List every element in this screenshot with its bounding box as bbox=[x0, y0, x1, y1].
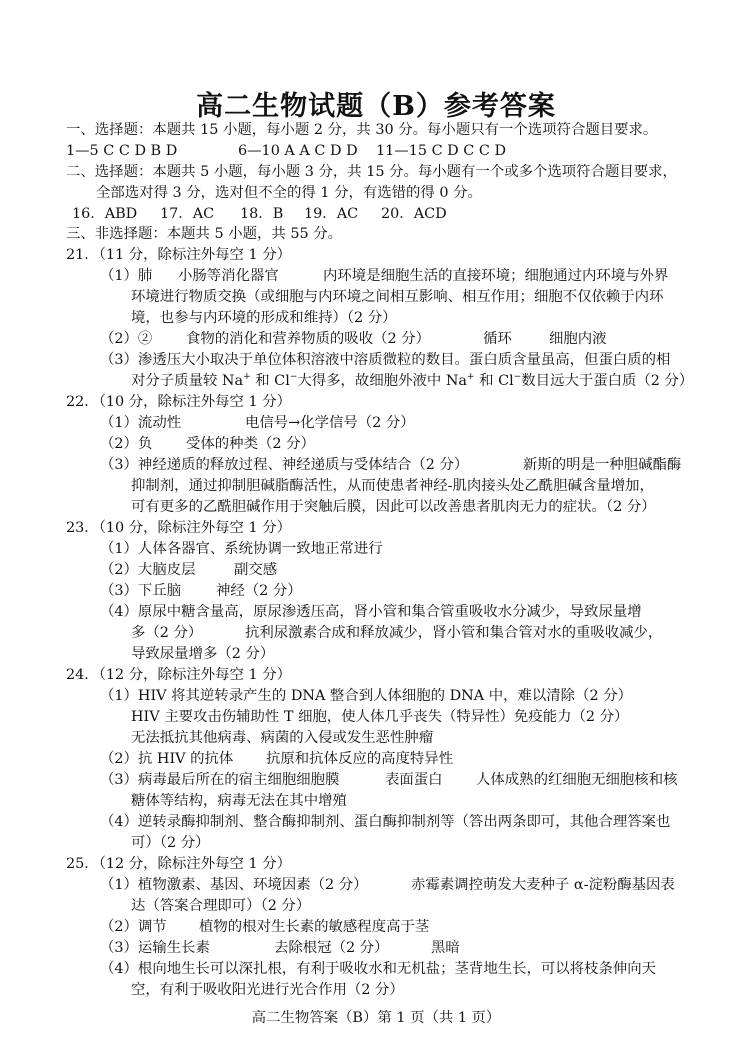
q25-4-b: 空，有利于吸收阳光进行光合作用（2 分） bbox=[131, 982, 404, 998]
answer-17: 17．AC bbox=[160, 206, 215, 222]
q22-heading: 22．（10 分，除标注外每空 1 分） bbox=[66, 394, 291, 410]
page-footer: 高二生物答案（B）第 1 页（共 1 页） bbox=[251, 1010, 501, 1026]
section2-heading-cont: 全部选对得 3 分，选对但不全的得 1 分，有选错的得 0 分。 bbox=[96, 185, 482, 201]
page-title: 高二生物试题（B）参考答案 bbox=[196, 91, 556, 122]
q25-2-a: （2）调节 bbox=[100, 919, 167, 935]
answer-19: 19．AC bbox=[304, 206, 359, 222]
q24-3-c: 人体成熟的红细胞无细胞核和核 bbox=[476, 772, 678, 788]
q24-1-c: 无法抵抗其他病毒、病菌的入侵或发生恶性肿瘤 bbox=[131, 730, 434, 746]
q24-4-b: 可）（2 分） bbox=[131, 835, 210, 851]
q23-4-b: 多（2 分） bbox=[131, 625, 203, 641]
q21-3-b: 对分子质量较 Na+ 和 Cl−大得多，故细胞外液中 Na+ 和 Cl−数目远大于蛋白质（2 分） bbox=[131, 372, 694, 389]
q23-2-b: 副交感 bbox=[234, 562, 278, 578]
q22-1-b: 电信号→化学信号（2 分） bbox=[245, 415, 415, 431]
answers-6-10: 6—10 A A C D D bbox=[238, 143, 358, 159]
q24-1-b: HIV 主要攻击伤辅助性 T 细胞，使人体几乎丧失（特异性）免疫能力（2 分） bbox=[131, 709, 629, 725]
q24-heading: 24．（12 分，除标注外每空 1 分） bbox=[66, 667, 291, 683]
q25-3-a: （3）运输生长素 bbox=[100, 940, 210, 956]
q25-2-b: 植物的根对生长素的敏感程度高于茎 bbox=[199, 919, 430, 935]
q24-3-b: 表面蛋白 bbox=[385, 772, 443, 788]
q24-3-a: （3）病毒最后所在的宿主细胞细胞膜 bbox=[100, 772, 340, 788]
q22-3-c: 抑制剂，通过抑制胆碱脂酶活性，从而使患者神经-肌肉接头处乙酰胆碱含量增加， bbox=[131, 478, 654, 494]
q21-3-a: （3）渗透压大小取决于单位体积溶液中溶质微粒的数目。蛋白质含量虽高，但蛋白质的相 bbox=[100, 352, 671, 368]
q21-2-a: （2）② bbox=[100, 331, 153, 347]
q21-1-b: 小肠等消化器官 bbox=[178, 268, 279, 284]
answer-16: 16．ABD bbox=[72, 206, 138, 222]
q23-heading: 23．（10 分，除标注外每空 1 分） bbox=[66, 520, 291, 536]
q25-heading: 25．（12 分，除标注外每空 1 分） bbox=[66, 856, 291, 872]
q23-3-b: 神经（2 分） bbox=[216, 583, 302, 599]
q23-3-a: （3）下丘脑 bbox=[100, 583, 182, 599]
q21-1-e: 境，也参与内环境的形成和维持）（2 分） bbox=[131, 310, 397, 326]
q22-3-d: 可有更多的乙酰胆碱作用于突触后膜，因此可以改善患者肌肉无力的症状。（2 分） bbox=[131, 499, 656, 515]
q25-4-a: （4）根向地生长可以深扎根，有利于吸收水和无机盐；茎背地生长，可以将枝条伸向天 bbox=[100, 961, 657, 977]
q25-1-a: （1）植物激素、基因、环境因素（2 分） bbox=[100, 877, 368, 893]
answer-18: 18．B bbox=[240, 206, 284, 222]
answers-11-15: 11—15 C D C C D bbox=[376, 143, 506, 159]
q25-3-b: 去除根冠（2 分） bbox=[274, 940, 389, 956]
q24-2-a: （2）抗 HIV 的抗体 bbox=[100, 751, 234, 767]
q21-1-a: （1）肺 bbox=[100, 268, 153, 284]
q23-4-c: 抗利尿激素合成和释放减少，肾小管和集合管对水的重吸收减少， bbox=[245, 625, 663, 641]
q21-heading: 21．（11 分，除标注外每空 1 分） bbox=[66, 247, 291, 263]
q25-3-c: 黑暗 bbox=[431, 940, 460, 956]
q25-1-b: 赤霉素调控萌发大麦种子 α-淀粉酶基因表 bbox=[411, 877, 675, 893]
q24-2-b: 抗原和抗体反应的高度特异性 bbox=[266, 751, 454, 767]
answer-20: 20．ACD bbox=[381, 206, 447, 222]
section2-heading: 二、选择题：本题共 5 小题，每小题 3 分，共 15 分。每小题有一个或多个选项符合题目要求， bbox=[66, 164, 677, 180]
section1-heading: 一、选择题：本题共 15 小题，每小题 2 分，共 30 分。每小题只有一个选项符合题目要求。 bbox=[66, 122, 658, 138]
q22-2-a: （2）负 bbox=[100, 436, 153, 452]
section3-heading: 三、非选择题：本题共 5 小题，共 55 分。 bbox=[66, 226, 343, 242]
q25-1-c: 达（答案合理即可）（2 分） bbox=[131, 898, 311, 914]
q24-3-d: 糖体等结构，病毒无法在其中增殖 bbox=[131, 793, 347, 809]
q24-1-a: （1）HIV 将其逆转录产生的 DNA 整合到人体细胞的 DNA 中，难以清除（2 分） bbox=[100, 688, 632, 704]
q23-4-a: （4）原尿中糖含量高，原尿渗透压高，肾小管和集合管重吸收水分减少，导致尿量增 bbox=[100, 604, 642, 620]
q24-4-a: （4）逆转录酶抑制剂、整合酶抑制剂、蛋白酶抑制剂等（答出两条即可，其他合理答案也 bbox=[100, 814, 671, 830]
q22-1-a: （1）流动性 bbox=[100, 415, 182, 431]
q23-1: （1）人体各器官、系统协调一致地正常进行 bbox=[100, 541, 383, 557]
q23-2-a: （2）大脑皮层 bbox=[100, 562, 196, 578]
q22-3-a: （3）神经递质的释放过程、神经递质与受体结合（2 分） bbox=[100, 457, 469, 473]
answers-1-5: 1—5 C C D B D bbox=[66, 143, 178, 159]
q21-1-c: 内环境是细胞生活的直接环境；细胞通过内环境与外界 bbox=[323, 268, 669, 284]
q23-4-d: 导致尿量增多（2 分） bbox=[131, 646, 275, 662]
q21-1-d: 环境进行物质交换（或细胞与内环境之间相互影响、相互作用；细胞不仅依赖于内环 bbox=[131, 289, 664, 305]
q22-2-b: 受体的种类（2 分） bbox=[186, 436, 315, 452]
q21-2-c: 循环 bbox=[483, 331, 512, 347]
q22-3-b: 新斯的明是一种胆碱酯酶 bbox=[523, 457, 682, 473]
q21-2-d: 细胞内液 bbox=[549, 331, 607, 347]
q21-2-b: 食物的消化和营养物质的吸收（2 分） bbox=[186, 331, 430, 347]
